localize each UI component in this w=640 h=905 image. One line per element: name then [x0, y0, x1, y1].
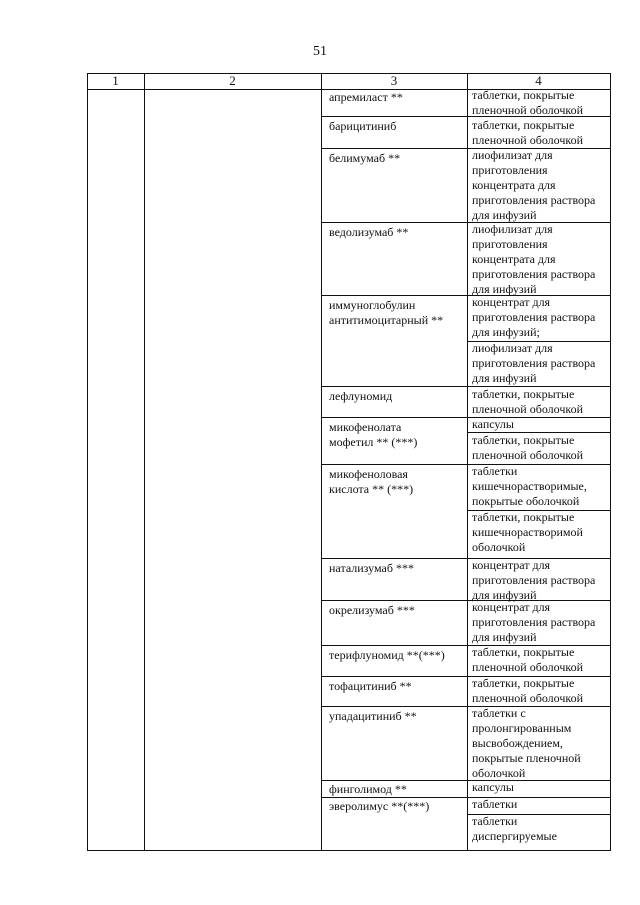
drug-name-cell: апремиласт ** [329, 90, 403, 104]
row-rule [321, 116, 467, 117]
page-number: 51 [313, 44, 327, 59]
dosage-form-cell: лиофилизат для приготовления концентрата для приготовления раствора для инфузий [472, 222, 596, 296]
column-divider-2-3 [321, 73, 322, 851]
dosage-form-cell: таблетки, покрытые кишечнорастворимой оболочкой [472, 510, 583, 554]
column-header-3: 3 [390, 73, 398, 88]
dosage-form-cell: концентрат для приготовления раствора для инфузий [472, 558, 596, 602]
column-divider-3-4 [467, 73, 468, 851]
row-rule [321, 417, 467, 418]
drug-name-cell: микофеноловая кислота ** (***) [329, 467, 414, 496]
row-rule [321, 558, 467, 559]
dosage-form-cell: капсулы [472, 780, 514, 794]
dosage-form-cell: лиофилизат для приготовления раствора для инфузий [472, 341, 596, 385]
drug-name-cell: лефлуномид [329, 389, 393, 403]
row-rule [321, 295, 467, 296]
row-rule [321, 148, 467, 149]
row-rule [321, 645, 467, 646]
row-rule [321, 600, 467, 601]
table-border-left [87, 73, 88, 851]
dosage-form-cell: таблетки, покрытые пленочной оболочкой [472, 645, 584, 674]
drug-name-cell: эверолимус **(***) [329, 799, 430, 813]
column-divider-1-2 [144, 73, 145, 851]
row-rule [321, 386, 467, 387]
drug-name-cell: тофацитиниб ** [329, 679, 412, 693]
row-rule [321, 676, 467, 677]
dosage-form-cell: таблетки диспергируемые [472, 814, 557, 843]
drug-name-cell: натализумаб *** [329, 561, 414, 575]
dosage-form-cell: таблетки с пролонгированным высвобождением, покрытые пленочной оболочкой [472, 706, 581, 780]
drug-name-cell: финголимод ** [329, 782, 407, 796]
drug-name-cell: микофенолата мофетил ** (***) [329, 420, 418, 449]
row-rule [321, 464, 467, 465]
dosage-form-cell: таблетки, покрытые пленочной оболочкой [472, 88, 584, 117]
drug-name-cell: барицитиниб [329, 119, 397, 133]
dosage-form-cell: таблетки, покрытые пленочной оболочкой [472, 118, 584, 147]
drug-table [87, 73, 611, 851]
dosage-form-cell: лиофилизат для приготовления концентрата для приготовления раствора для инфузий [472, 148, 596, 222]
dosage-form-cell: таблетки, покрытые пленочной оболочкой [472, 676, 584, 705]
column-header-1: 1 [112, 73, 119, 88]
drug-name-cell: белимумаб ** [329, 151, 401, 165]
dosage-form-cell: таблетки, покрытые пленочной оболочкой [472, 433, 584, 462]
drug-name-cell: ведолизумаб ** [329, 225, 409, 239]
drug-name-cell: иммуноглобулин антитимоцитарный ** [329, 298, 444, 327]
dosage-form-cell: таблетки кишечнорастворимые, покрытые оболочкой [472, 464, 587, 508]
dosage-form-cell: капсулы [472, 417, 514, 431]
dosage-form-cell: концентрат для приготовления раствора для инфузий [472, 600, 596, 644]
row-rule [321, 222, 467, 223]
dosage-form-cell: таблетки, покрытые пленочной оболочкой [472, 387, 584, 416]
dosage-form-cell: концентрат для приготовления раствора для инфузий; [472, 295, 596, 339]
row-rule [321, 706, 467, 707]
column-header-2: 2 [229, 73, 236, 88]
table-border-bottom [87, 850, 611, 851]
drug-name-cell: терифлуномид **(***) [329, 648, 445, 662]
drug-name-cell: упадацитиниб ** [329, 709, 417, 723]
drug-name-cell: окрелизумаб *** [329, 603, 415, 617]
column-header-4: 4 [535, 73, 542, 88]
dosage-form-cell: таблетки [472, 797, 518, 811]
